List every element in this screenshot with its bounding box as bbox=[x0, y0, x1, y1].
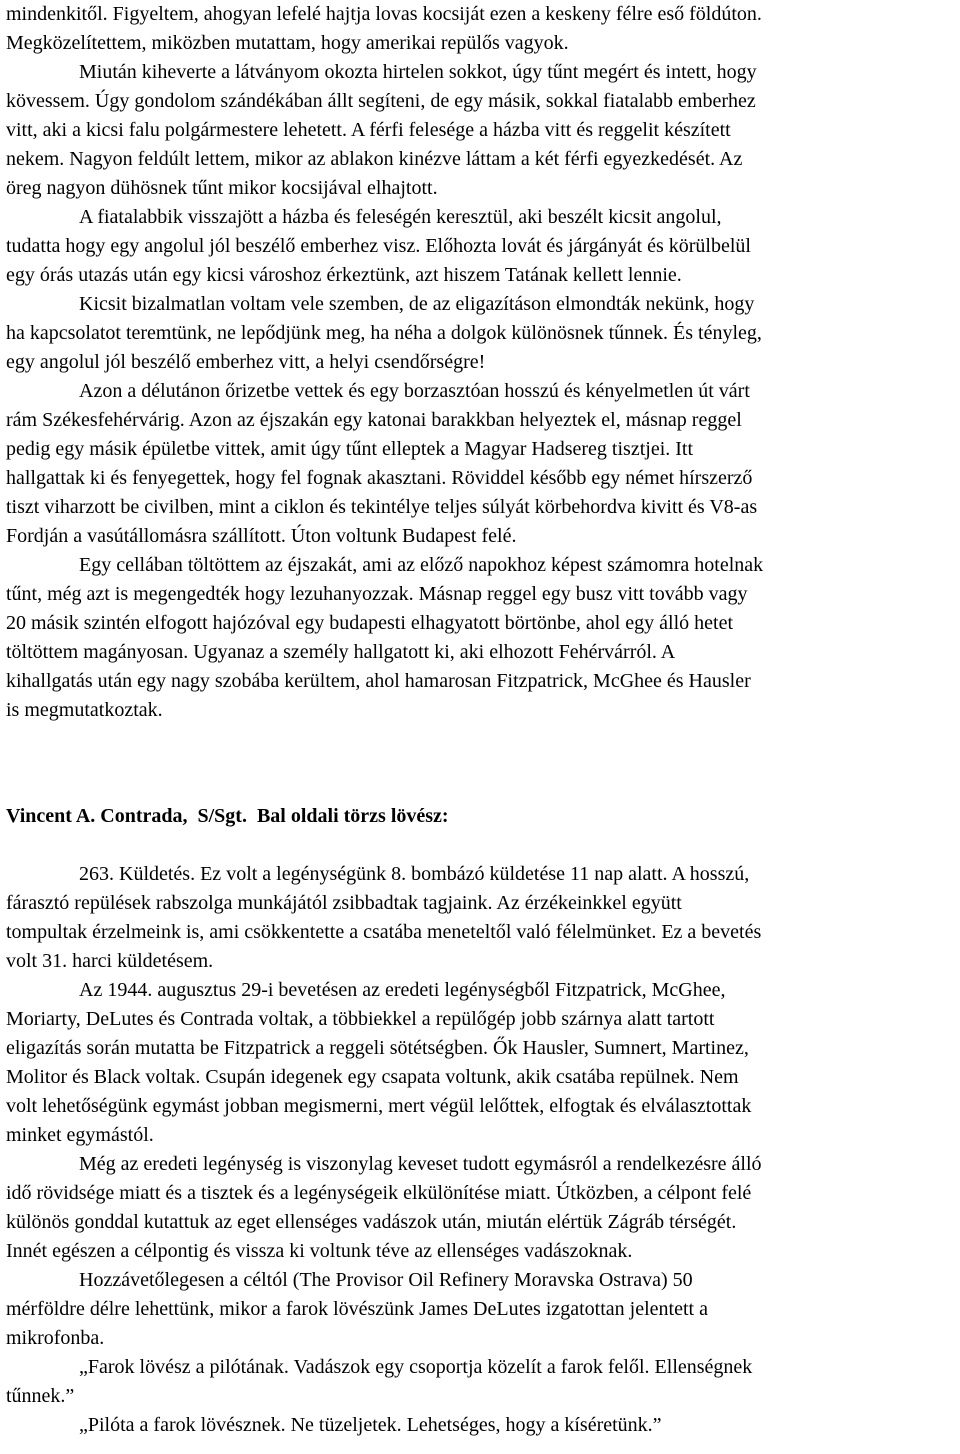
text-line: 20 másik szintén elfogott hajózóval egy budapesti elhagyatott börtönbe, ahol egy álló hetet bbox=[6, 612, 734, 634]
text-line: tűnnek.” bbox=[6, 1385, 75, 1407]
text-line: tűnt, még azt is megengedték hogy lezuhanyozzak. Másnap reggel egy busz vitt tovább vagy bbox=[6, 583, 748, 605]
text-line: nekem. Nagyon feldúlt lettem, mikor az ablakon kinézve láttam a két férfi egyezkedését. Az bbox=[6, 148, 743, 170]
text-line: Azon a délutánon őrizetbe vettek és egy borzasztóan hosszú és kényelmetlen út várt bbox=[79, 380, 750, 402]
section-heading: Vincent A. Contrada, S/Sgt. Bal oldali törzs lövész: bbox=[6, 805, 449, 827]
text-line: Az 1944. augusztus 29-i bevetésen az eredeti legénységből Fitzpatrick, McGhee, bbox=[79, 979, 726, 1001]
text-line: 263. Küldetés. Ez volt a legénységünk 8. bombázó küldetése 11 nap alatt. A hosszú, bbox=[79, 863, 750, 885]
text-line: vitt, aki a kicsi falu polgármestere lehetett. A férfi felesége a házba vitt és reggelit készített bbox=[6, 119, 731, 141]
text-line: hallgattak ki és fenyegettek, hogy fel fognak akasztani. Röviddel később egy német hírszerző bbox=[6, 467, 753, 489]
text-line: idő rövidsége miatt és a tisztek és a legénységeik elkülönítése miatt. Útközben, a célpont felé bbox=[6, 1182, 752, 1204]
text-line: töltöttem magányosan. Ugyanaz a személy hallgatott ki, aki elhozott Fehérvárról. A bbox=[6, 641, 676, 663]
text-line: Egy cellában töltöttem az éjszakát, ami az előző napokhoz képest számomra hotelnak bbox=[79, 554, 764, 576]
text-line: Még az eredeti legénység is viszonylag keveset tudott egymásról a rendelkezésre álló bbox=[79, 1153, 762, 1175]
text-line: Moriarty, DeLutes és Contrada voltak, a többiekkel a repülőgép jobb szárnya alatt tartott bbox=[6, 1008, 715, 1030]
text-line: tiszt viharzott be civilben, mint a ciklon és tekintélye teljes súlyát körbehordva kivitt és V8-as bbox=[6, 496, 758, 518]
text-line: Fordján a vasútállomásra szállított. Úton voltunk Budapest felé. bbox=[6, 525, 517, 547]
section-gap bbox=[6, 725, 956, 783]
text-line: fárasztó repülések rabszolga munkájától zsibbadtak tagjaink. Az érzékeinkkel együtt bbox=[6, 892, 682, 914]
text-line: különös gonddal kutattuk az eget ellenséges vadászok után, miután elértük Zágráb térségét. bbox=[6, 1211, 737, 1233]
text-line: A fiatalabbik visszajött a házba és feleségén keresztül, aki beszélt kicsit angolul, bbox=[79, 206, 722, 228]
text-line: ha kapcsolatot teremtünk, ne lepődjünk meg, ha néha a dolgok különösnek tűnnek. És tényleg, bbox=[6, 322, 762, 344]
text-line: Molitor és Black voltak. Csupán idegenek egy csapata voltunk, akik csatába repülnek. Nem bbox=[6, 1066, 739, 1088]
text-line: „Pilóta a farok lövésznek. Ne tüzeljetek. Lehetséges, hogy a kíséretünk.” bbox=[79, 1414, 662, 1436]
text-line: Megközelítettem, miközben mutattam, hogy amerikai repülős vagyok. bbox=[6, 32, 569, 54]
text-line: kövessem. Úgy gondolom szándékában állt segíteni, de egy másik, sokkal fiatalabb emberhez bbox=[6, 90, 756, 112]
narrative-section bbox=[6, 0, 956, 725]
text-line: volt 31. harci küldetésem. bbox=[6, 950, 214, 972]
text-line: volt lehetőségünk egymást jobban megismerni, mert végül lelőttek, elfogtak és elválasztottak bbox=[6, 1095, 752, 1117]
text-line: mérföldre délre lehettünk, mikor a farok lövészünk James DeLutes izgatottan jelentett a bbox=[6, 1298, 708, 1320]
text-line: mindenkitől. Figyeltem, ahogyan lefelé hajtja lovas kocsiját ezen a keskeny félre eső földúton. bbox=[6, 3, 762, 25]
text-line: Kicsit bizalmatlan voltam vele szemben, de az eligazításon elmondták nekünk, hogy bbox=[79, 293, 755, 315]
text-line: minket egymástól. bbox=[6, 1124, 154, 1146]
text-line: Miután kiheverte a látványom okozta hirtelen sokkot, úgy tűnt megért és intett, hogy bbox=[79, 61, 757, 83]
text-line: tompultak érzelmeink is, ami csökkentette a csatába meneteltől való félelmünket. Ez a bevetés bbox=[6, 921, 762, 943]
text-line: kihallgatás után egy nagy szobába kerültem, ahol hamarosan Fitzpatrick, McGhee és Hausler bbox=[6, 670, 751, 692]
text-line: egy órás utazás után egy kicsi városhoz érkeztünk, azt hiszem Tatának kellett lennie. bbox=[6, 264, 682, 286]
text-line: egy angolul jól beszélő emberhez vitt, a helyi csendőrségre! bbox=[6, 351, 486, 373]
text-line: mikrofonba. bbox=[6, 1327, 105, 1349]
text-line: is megmutatkoztak. bbox=[6, 699, 163, 721]
text-line: Innét egészen a célpontig és vissza ki voltunk téve az ellenséges vadászoknak. bbox=[6, 1240, 633, 1262]
text-line: tudatta hogy egy angolul jól beszélő emberhez visz. Előhozta lovát és járgányát és körülbelül bbox=[6, 235, 751, 257]
document-page bbox=[6, 0, 956, 1440]
text-line: eligazítás során mutatta be Fitzpatrick a reggeli sötétségben. Ők Hausler, Sumnert, Martinez, bbox=[6, 1037, 749, 1059]
text-line: Hozzávetőlegesen a céltól (The Provisor Oil Refinery Moravska Ostrava) 50 bbox=[79, 1269, 693, 1291]
text-line: rám Székesfehérvárig. Azon az éjszakán egy katonai barakkban helyeztek el, másnap reggel bbox=[6, 409, 742, 431]
text-line: „Farok lövész a pilótának. Vadászok egy csoportja közelít a farok felől. Ellenségnek bbox=[79, 1356, 753, 1378]
text-line: pedig egy másik épületbe vittek, amit úgy tűnt elleptek a Magyar Hadsereg tisztjei. Itt bbox=[6, 438, 694, 460]
contrada-account-section bbox=[6, 860, 956, 1440]
text-line: öreg nagyon dühösnek tűnt mikor kocsijával elhajtott. bbox=[6, 177, 438, 199]
